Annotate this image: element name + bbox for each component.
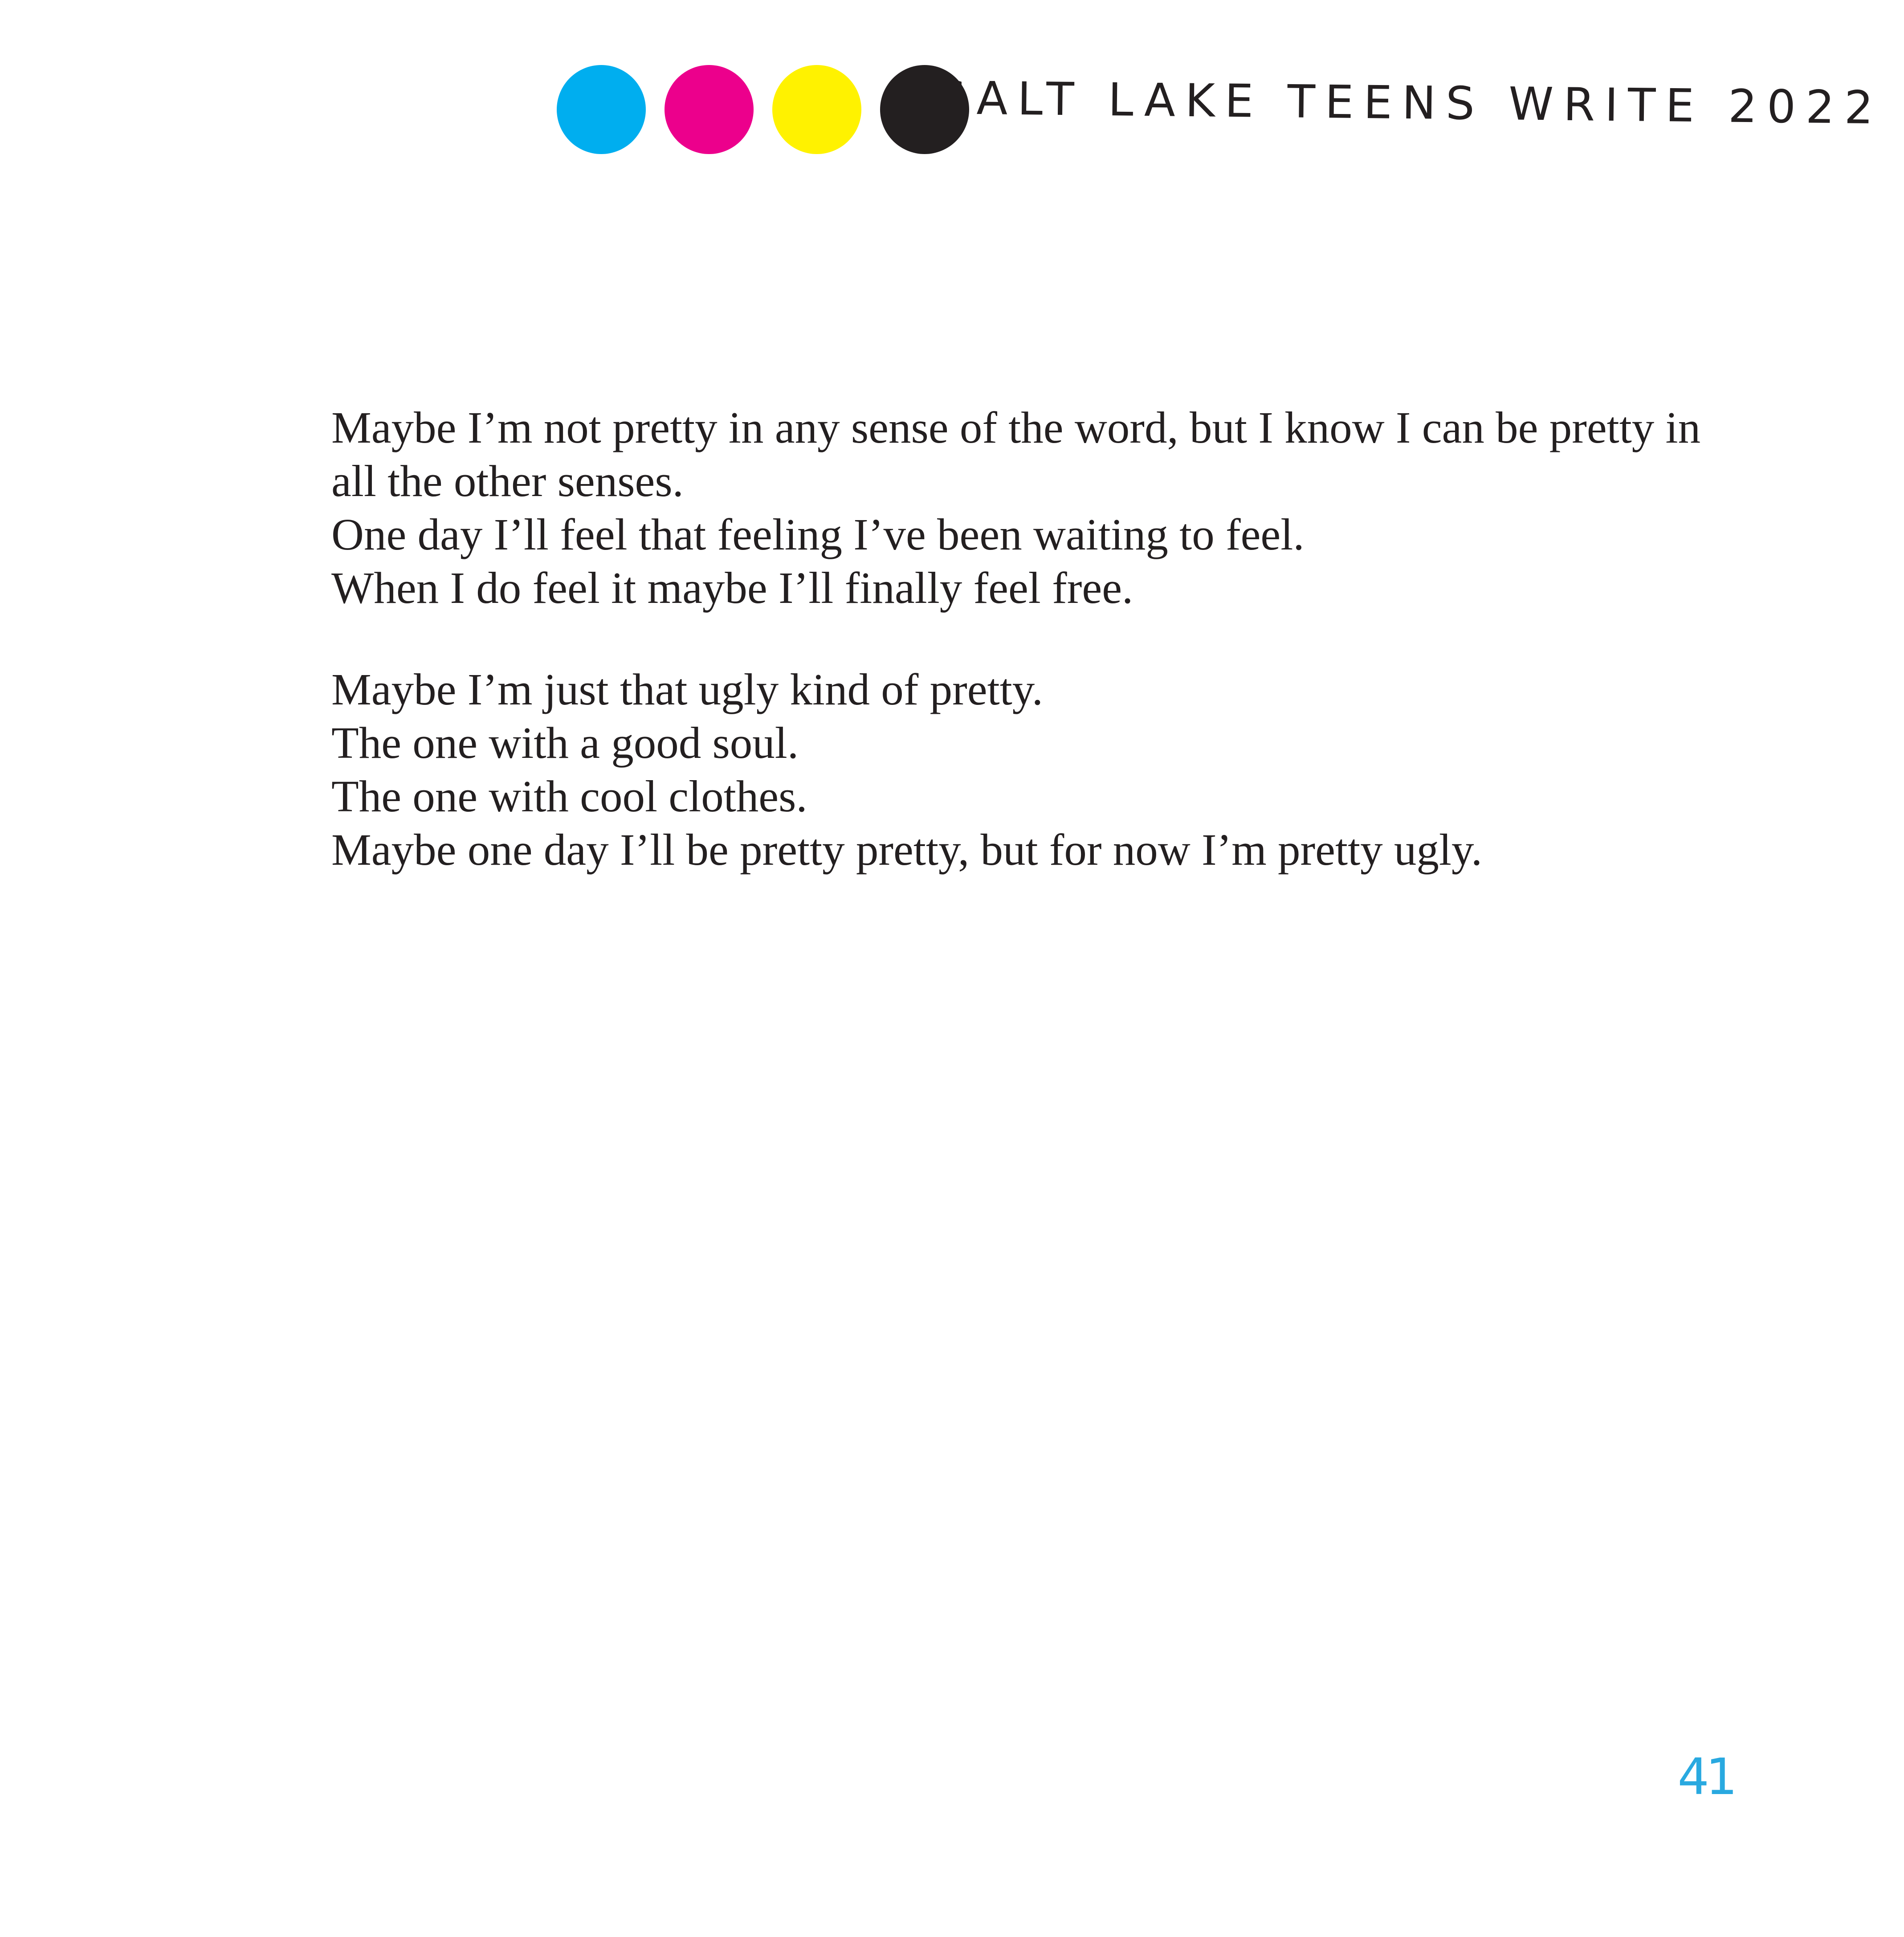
header-title: SALT LAKE TEENS WRITE 2022	[937, 72, 1884, 135]
poem-line: One day I’ll feel that feeling I’ve been waiting to feel.	[331, 509, 1305, 559]
poem-line: The one with a good soul.	[331, 718, 799, 768]
page-header	[0, 0, 1904, 178]
poem-line: The one with cool clothes.	[331, 771, 807, 821]
poem-line: Maybe I’m just that ugly kind of pretty.	[331, 664, 1043, 714]
poem-line: When I do feel it maybe I’ll finally feel free.	[331, 563, 1133, 613]
stanza-2	[331, 663, 1734, 876]
yellow-dot-icon	[772, 65, 861, 154]
cyan-dot-icon	[557, 65, 646, 154]
poem-body	[331, 401, 1734, 876]
poem-line: Maybe one day I’ll be pretty pretty, but for now I’m pretty ugly.	[331, 825, 1483, 875]
poem-line: Maybe I’m not pretty in any sense of the word, but I know I can be pretty in all the other senses.	[331, 403, 1701, 506]
stanza-1	[331, 401, 1734, 614]
page-number: 41	[1677, 1748, 1734, 1806]
magenta-dot-icon	[665, 65, 754, 154]
